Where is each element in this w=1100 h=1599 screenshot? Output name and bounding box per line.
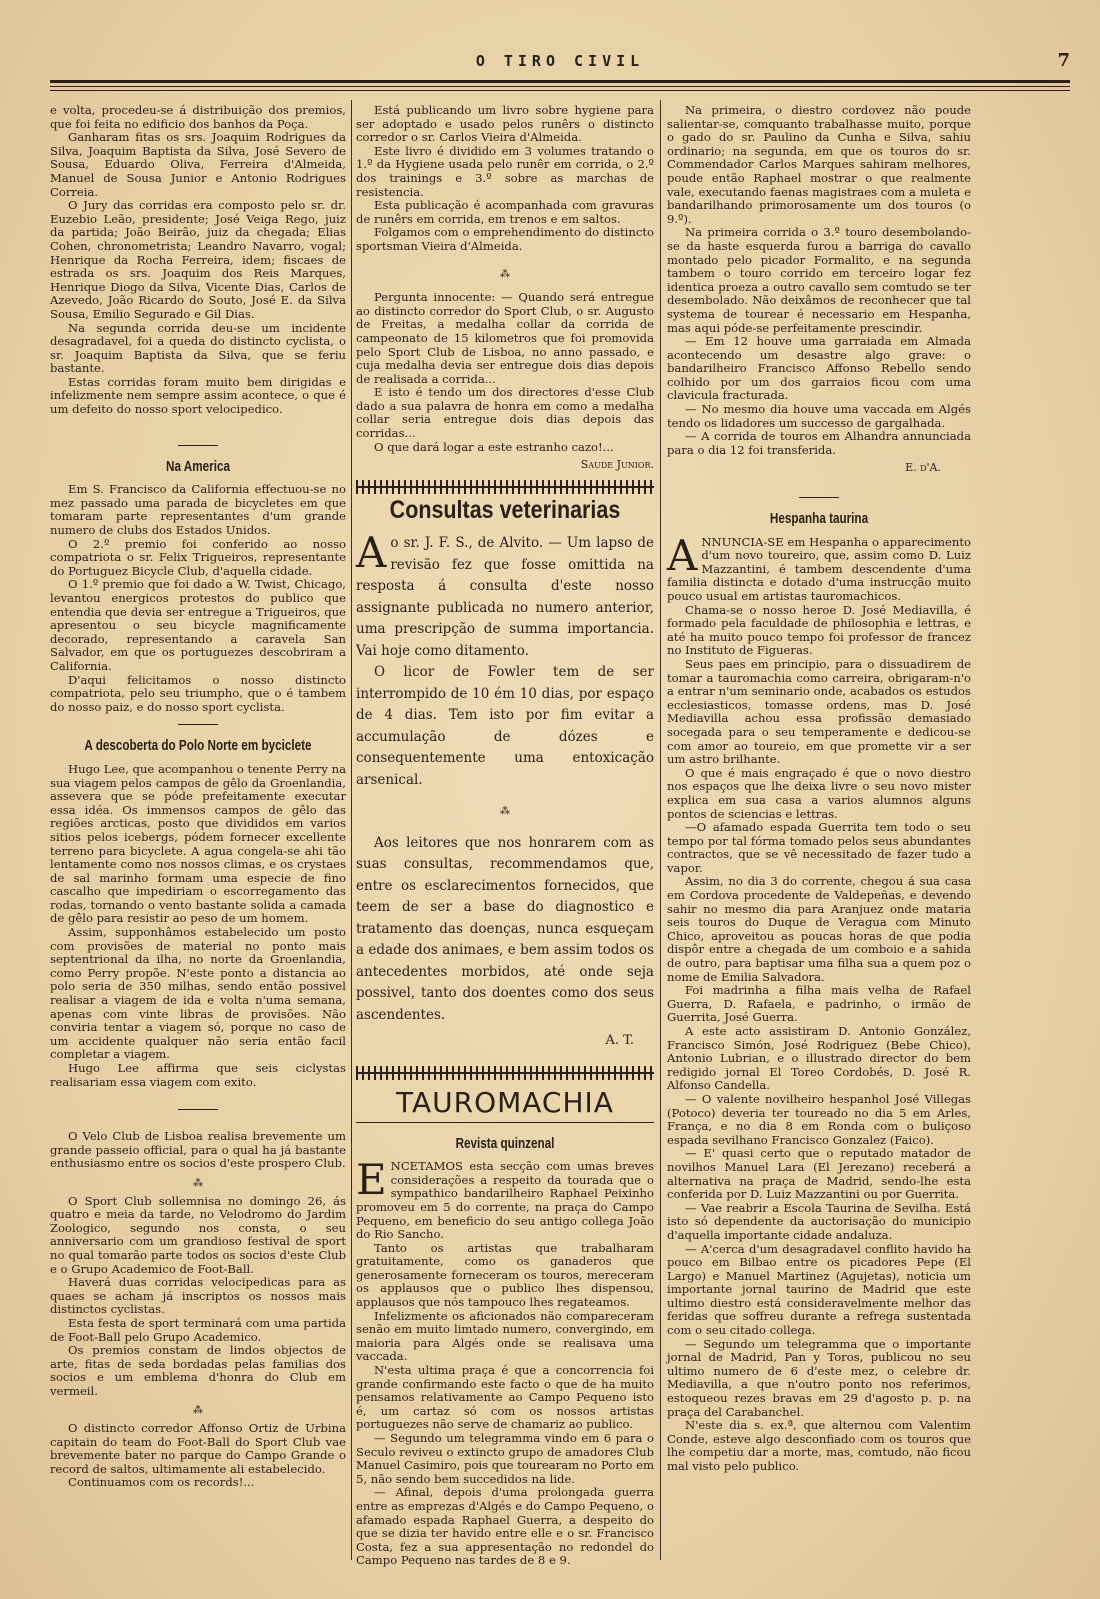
paragraph (356, 1155, 654, 1242)
header-rule-thin-1 (50, 86, 1070, 87)
signature: E. d'A. (905, 461, 941, 475)
drop-cap: A (667, 530, 698, 580)
paragraph: O Sport Club sollemnisa no domingo 26, ás quatro e meia da tarde, no Velodromo do Jardim Zoologico, segundo nos consta, o seu anniversario com um grandioso festival de sport no qual tomarão parte todos os socios d'este Club e o Grupo Academico de Foot-Ball. (50, 1193, 346, 1276)
paragraph: O que dará logar a este estranho cazo!... (374, 439, 614, 454)
paragraph: Assim, no dia 3 do corrente, chegou á sua casa em Cordova procedente de Valdepeñas, e devendo sahir no mesmo dia para Aranjuez onde mataria seis touros do Duque de Veragua com Minuto Chico, aproveitou as poucas horas de que podia dispôr entre a chegada de um comboio e a sahida de outro, para baptisar uma filha sua a quem poz o nome de Emilia Salvadora. (667, 874, 971, 984)
paragraph: — O valente novilheiro hespanhol José Villegas (Potoco) deveria ter toureado no dia 5 em Arles, França, e no dia 8 em Ronda com o buliçoso espada sevilhano Francisco Gonzalez (Faico). (667, 1091, 971, 1147)
paragraph: A este acto assistiram D. Antonio González, Francisco Simón, José Rodriguez (Bebe Chico), Antonio Lubrian, e o illustrado director do bem redigido jornal El Toreo Cordobés, D. José R. Alfonso Candella. (667, 1024, 971, 1093)
divider (799, 497, 839, 498)
paragraph: O distincto corredor Affonso Ortiz de Urbina capitain do team do Foot-Ball do Sport Club vae brevemente bater no parque do Campo Grande o record de saltos, ultimamente ali estabelecido. (50, 1421, 346, 1476)
paragraph: O que é mais engraçado é que o novo diestro nos espaços que lhe deixa livre o seu novo mister explica em sua casa a varios alumnos alguns pontos de sciencias e lettras. (667, 765, 971, 821)
paragraph: — Afinal, depois d'uma prolongada guerra entre as emprezas d'Algés e do Campo Pequeno, o afamado espada Raphael Guerra, a despeito do que se dizia ter havido entre elle e o sr. Francisco Costa, fez a sua appresentação no redondel do Campo Pequeno nas tardes de 8 e 9. (356, 1485, 654, 1568)
paragraph: Assim, supponhâmos estabelecido um posto com provisões de material no ponto mais septentrional da ilha, no norte da Groenlandia, como Perry propõe. N'este ponto a distancia ao polo seria de 350 milhas, sendo então possivel realisar a viagem de ida e volta n'uma semana, apenas com vinte libras de provisões. Não conviria tentar a viagem só, porque no caso de um accidente qualquer não seria então facil completar a viagem. (50, 925, 346, 1062)
paragraph: —O afamado espada Guerrita tem todo o seu tempo por tal fórma tomado pelos seus abundantes contractos, que se vê necessitado de fazer tudo a vapor. (667, 820, 971, 875)
paragraph: — E' quasi certo que o reputado matador de novilhos Manuel Lara (El Jerezano) receberá a alternativa na praça de Madrid, sendo-lhe esta conferida por D. Luiz Mazzantini ou por Guerrita. (667, 1146, 971, 1202)
column-1 (50, 104, 346, 1490)
newspaper-title: O TIRO CIVIL (475, 52, 645, 70)
heading-consultas-veterinarias: Consultas veterinarias (389, 495, 621, 524)
paragraph: Tanto os artistas que trabalharam gratuitamente, como os ganaderos que generosamente forneceram os touros, mereceram os applausos que o publico lhes dispensou, applausos que nós tampouco lhes regateamos. (356, 1240, 654, 1310)
paragraph: Esta publicação é acompanhada com gravuras de runêrs em corrida, em trenos e em saltos. (356, 198, 654, 226)
paragraph: — A corrida de touros em Alhandra annunciada para o dia 12 foi transferida. (667, 429, 971, 457)
paragraph: E isto é tendo um dos directores d'esse Club dado a sua palavra de honra em como a medalha collar seria entregue dois dias depois das corridas... (356, 385, 654, 441)
paragraph: D'aqui felicitamos o nosso distincto compatriota, pelo seu triumpho, que o é tambem do nosso paiz, e do nosso sport cyclista. (50, 672, 346, 714)
paragraph (667, 530, 971, 604)
paragraph-text: o sr. J. F. S., de Alvito. — Um lapso de revisão fez que fosse omittida na resposta á consulta d'este nosso assignante publicada no numero anterior, uma prescripção de summa importancia. Vai hoje como ditamento. (356, 535, 654, 659)
paragraph: Ganharam fitas os srs. Joaquim Rodrigues da Silva, Joaquim Baptista da Silva, José Severo de Sousa, Eduardo Oliva, Ferreira d'Almeida, Manuel de Sousa Junior e Antonio Rodrigues Correia. (50, 130, 346, 199)
paragraph: Em S. Francisco da California effectuou-se no mez passado uma parada de bicycletes em que tomaram parte representantes d'um grande numero de clubs dos Estados Unidos. (50, 482, 346, 538)
divider (178, 445, 218, 446)
heading-hespanha-taurina: Hespanha taurina (769, 510, 869, 528)
paragraph: Seus paes em principio, para o dissuadirem de tomar a tauromachia como carreira, obrigaram-n'o a entrar n'um seminario onde, acabados os estudos ecclesiasticos, tomasse ordens, mas D. José Mediavilla achou essa profissão demasiado socegada para o seu temperamente e dedicou-se com amor ao toureio, em que promette vir a ser um astro brilhante. (667, 656, 971, 767)
paragraph: Pergunta innocente: — Quando será entregue ao distincto corredor do Sport Club, o sr. Augusto de Freitas, a medalha collar da corrida de campeonato de 15 kilometros que foi promovida pelo Sport Club de Lisboa, no anno passado, e cuja medalha devia ser entregue dois dias depois de realisada a corrida... (356, 290, 654, 386)
paragraph: Na primeira corrida o 3.º touro desembolando-se da haste esquerda furou a barriga do cavallo montado pelo picador Formalito, e na segunda tambem o touro corrido em terceiro logar fez identica proeza a outro cavallo sem comtudo se ter desembolado. Não deixâmos de reconhecer que tal systema de tourear é necessario em Hespanha, mas aqui póde-se perfeitamente prescindir. (667, 225, 971, 335)
heading-na-america: Na America (166, 457, 230, 475)
column-2 (356, 104, 654, 1568)
drop-cap: E (356, 1155, 387, 1205)
paragraph: O 1.º premio que foi dado a W. Twist, Chicago, levantou energicos protestos do publico que entendia que devia ser entregue a Trigueiros, que apresentou o seu bicycle magnificamente decorado, representando a caravela San Salvador, em que os portuguezes descobriram a California. (50, 577, 346, 673)
paragraph: — No mesmo dia houve uma vaccada em Algés tendo os lidadores um successo de gargalhada. (667, 402, 971, 430)
paragraph: — Segundo um telegramma que o importante jornal de Madrid, Pan y Toros, publicou no seu ultimo numero de 6 d'este mez, o celebre dr. Mediavilla, a que n'outro ponto nos referimos, estoqueou rezes bravas em 29 d'agosto p. p. na praça del Carabanchel. (667, 1336, 971, 1419)
paragraph: Aos leitores que nos honrarem com as suas consultas, recommendamos que, entre os esclarecimentos fornecidos, que teem de ser a base do diagnostico e tratamento das doenças, nunca esqueçam a edade dos animaes, e bem assim todos os antecedentes morbidos, até onde seja possivel, tanto dos doentes como dos seus ascendentes. (356, 834, 654, 1023)
paragraph: Esta festa de sport terminará com uma partida de Foot-Ball pelo Grupo Academico. (50, 1315, 346, 1344)
page-header (50, 50, 1070, 72)
paragraph: Estas corridas foram muito bem dirigidas e infelizmente nem sempre assim acontece, o que é um defeito do nosso sport velocipedico. (50, 374, 346, 417)
paragraph: N'este dia s. ex.ª, que alternou com Valentim Conde, esteve algo desconfiado com os touros que lhe competiu dar a morte, mas, comtudo, não ficou mal visto pelo publico. (667, 1418, 971, 1473)
paragraph: Na segunda corrida deu-se um incidente desagradavel, foi a queda do distincto cyclista, o sr. Joaquim Baptista da Silva, que se feriu bastante. (50, 320, 346, 376)
heading-tauromachia: TAUROMACHIA (396, 1085, 614, 1119)
asterism: ⁂ (193, 1177, 203, 1189)
paragraph: Folgamos com o emprehendimento do distincto sportsman Vieira d'Almeida. (356, 225, 654, 253)
divider (356, 1122, 654, 1123)
paragraph: N'esta ultima praça é que a concorrencia foi grande confirmando este facto o que de ha muito pensamos relativamente ao Campo Pequeno isto é, um cartaz só com os nossos artistas portuguezes não serve de chamariz ao publico. (356, 1363, 654, 1432)
paragraph: Infelizmente os aficionados não compareceram senão em muito limtado numero, convergindo, em maioria para Algés onde se realisava uma vaccada. (356, 1308, 654, 1364)
paragraph: Chama-se o nosso heroe D. José Mediavilla, é formado pela faculdade de philosophia e lettras, e até ha muito pouco tempo foi professor de francez no Instituto de Figueras. (667, 602, 971, 658)
page-number: 7 (1057, 50, 1070, 71)
paragraph-text: NNUNCIA-SE em Hespanha o apparecimento d'um novo toureiro, que, assim como D. Luiz Mazzantini, é tambem descendente d'uma familia distincta e dotado d'uma instrucção muito pouco usual em artistas tauromachicos. (667, 534, 971, 603)
paragraph: Hugo Lee, que acompanhou o tenente Perry na sua viagem pelos campos de gêlo da Groenlandia, assevera que se póde prefeitamente executar essa idéa. Os immensos campos de gêlo das regiões arcticas, posto que divididos em varios sitios pelos icebergs, pódem fornecer excellente terreno para bicyclete. A agua congela-se ahi tão lentamente como nos nossos climas, e os crystaes de sal marinho formam uma especie de fino cascalho que impediriam o escorregamento das rodas, tornando o vento bastante solida a camada de gêlo para resistir ao peso de um homem. (50, 761, 346, 926)
paragraph (356, 528, 654, 662)
consultas-body (356, 528, 654, 1052)
heading-revista-quinzenal: Revista quinzenal (455, 1134, 555, 1152)
paragraph: Este livro é dividido em 3 volumes tratando o 1.º da Hygiene usada pelo runêr em corrida, o 2.º dos trainings e 3.º sobre as marchas de resistencia. (356, 143, 654, 199)
paragraph: O Velo Club de Lisboa realisa brevemente um grande passeio official, para o qual ha já bastante enthusiasmo entre os socios d'este prospero Club. (50, 1129, 346, 1171)
asterism: ⁂ (500, 268, 510, 280)
header-rule-thick (50, 80, 1070, 83)
heading-polo-norte: A descoberta do Polo Norte em byciclete (84, 737, 312, 755)
paragraph: Hugo Lee affirma que seis ciclystas realisariam essa viagem com exito. (50, 1061, 346, 1089)
paragraph: — A'cerca d'um desagradavel conflito havido ha pouco em Bilbao entre os picadores Pepe (El Largo) e Manuel Martinez (Agujetas), noticia um importante jornal taurino de Madrid que este ultimo diestro está consideravelmente melhor das feridas que soffreu durante a refrega sustentada com o seu citado collega. (667, 1241, 971, 1338)
divider (178, 1109, 218, 1110)
paragraph: Continuamos com os records!... (68, 1475, 255, 1490)
paragraph: Haverá duas corridas velocipedicas para as quaes se acham já inscriptos os nossos mais distinctos cyclistas. (50, 1275, 346, 1317)
ornamental-rule (356, 480, 654, 494)
paragraph: O licor de Fowler tem de ser interrompido de 10 ém 10 dias, por espaço de 4 dias. Tem isto por fim evitar a accumulação de dózes e consequentemente uma entoxicação arsenical. (356, 664, 654, 788)
paragraph: — Segundo um telegramma vindo em 6 para o Seculo reviveu o extincto grupo de amadores Club Manuel Casimiro, pois que tourearam no Porto em 5, não sendo bem succedidos na lide. (356, 1431, 654, 1486)
column-divider-1 (351, 100, 352, 1560)
paragraph: O 2.º premio foi conferido ao nosso compatriota o sr. Felix Trigueiros, representante do Portuguez Bicycle Club, d'aquella cidade. (50, 536, 346, 578)
paragraph: e volta, procedeu-se á distribuição dos premios, que foi feita no edificio dos banhos da Poça. (50, 103, 346, 131)
drop-cap: A (356, 528, 387, 578)
signature: Saude Junior. (580, 458, 654, 472)
ornamental-rule (356, 1066, 654, 1080)
signature: A. T. (605, 1033, 634, 1049)
paragraph: — Vae reabrir a Escola Taurina de Sevilha. Está isto só dependente da auctorisação do municipio d'aquella importante cidade andaluza. (667, 1200, 971, 1242)
paragraph: — Em 12 houve uma garraiada em Almada acontecendo um desastre algo grave: o bandarilheiro Francisco Affonso Rebello sendo colhido por um dos garraios ficou com uma clavicula fracturada. (667, 334, 971, 403)
header-rule-thin-2 (50, 90, 1070, 91)
paragraph: O Jury das corridas era composto pelo sr. dr. Euzebio Leão, presidente; José Veiga Rego, juiz da partida; João Beirão, juiz da chegada; Elias Cohen, chronometrista; Leandro Navarro, vogal; Henrique da Rocha Ferreira, idem; fiscaes de estrada os srs. Joaquim dos Reis Marques, Henrique Diogo da Silva, Vicente Dias, Carlos de Azevedo, João Ricardo do Souto, José E. da Silva Sousa, Emilio Segurado e Gil Dias. (50, 198, 346, 321)
paragraph: Foi madrinha a filha mais velha de Rafael Guerra, D. Rafaela, e padrinho, o irmão de Guerrita, José Guerra. (667, 983, 971, 1025)
paragraph-text: NCETAMOS esta secção com umas breves considerações a respeito da tourada que o sympathico bandarilheiro Raphael Peixinho promoveu em 5 do corrente, na praça do Campo Pequeno, em beneficio do seu antigo collega João do Rio Sancho. (356, 1159, 654, 1242)
asterism: ⁂ (193, 1405, 203, 1417)
column-3 (667, 104, 971, 1474)
paragraph: Os premios constam de lindos objectos de arte, fitas de seda bordadas pelas familias dos socios e um emblema d'honra do Club em vermeil. (50, 1343, 346, 1398)
divider (178, 724, 218, 725)
asterism: ⁂ (500, 806, 510, 818)
column-divider-2 (660, 100, 661, 1560)
paragraph: Na primeira, o diestro cordovez não poude salientar-se, comquanto trabalhasse muito, porque o gado do sr. Paulino da Cunha e Silva, sahiu ordinario; na segunda, em que os touros do sr. Commendador Carlos Marques sahiram melhores, poude então Raphael mostrar o que realmente vale, executando faenas magistraes com a muleta e bandarilhando primorosamente um dos touros (o 9.º). (667, 103, 971, 226)
paragraph: Está publicando um livro sobre hygiene para ser adoptado e usado pelos runêrs o distincto corredor o sr. Carlos Vieira d'Almeida. (356, 103, 654, 145)
